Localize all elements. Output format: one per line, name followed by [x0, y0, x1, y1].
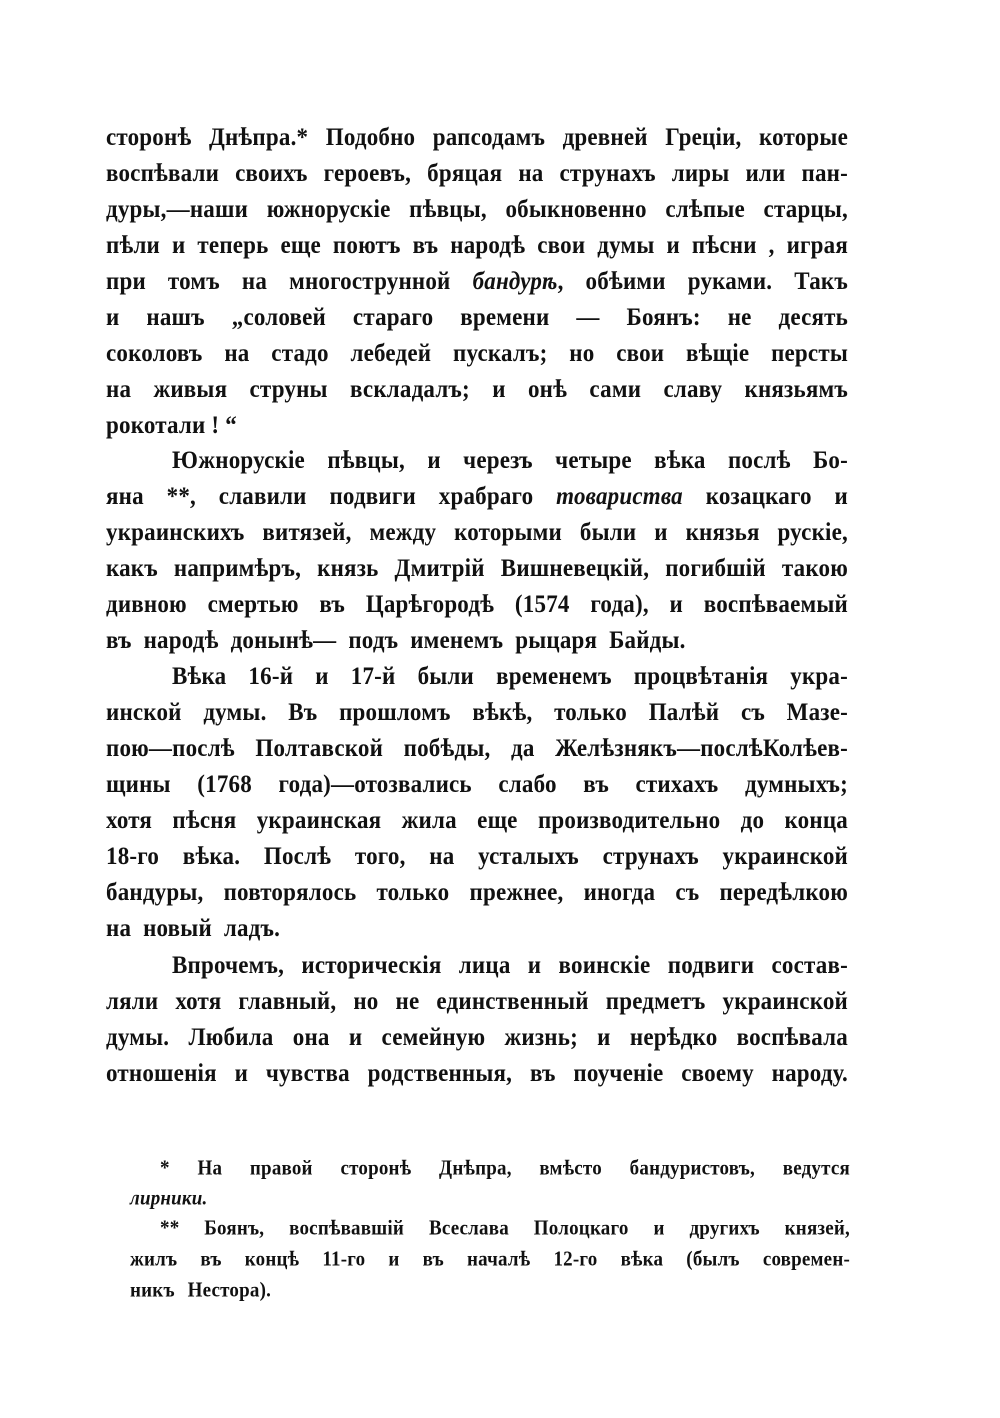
text-line: рокотали ! “ — [106, 410, 237, 439]
text-line: воспѣвали своихъ героевъ, бряцая на струнахъ лиры или пан- — [106, 158, 848, 187]
text-line: и нашъ „соловей стараго времени — Боянъ: не десять — [106, 302, 848, 331]
text-segment: яна **, славили подвиги храбраго — [106, 481, 534, 510]
text-line: сторонѣ Днѣпра.* Подобно рапсодамъ древней Греціи, которые — [106, 122, 848, 151]
footnote-line: жилъ въ концѣ 11-го и въ началѣ 12-го вѣка (былъ современ- — [130, 1247, 850, 1272]
footnote-line: никъ Нестора). — [130, 1278, 272, 1303]
text-line: Южнорускіе пѣвцы, и черезъ четыре вѣка послѣ Бо- — [172, 445, 848, 474]
text-line: соколовъ на стадо лебедей пускалъ; но свои вѣщіе персты — [106, 338, 848, 367]
text-line — [106, 262, 848, 300]
italic-word: товариства — [556, 481, 683, 510]
text-line: думы. Любила она и семейную жизнь; и нерѣдко воспѣвала — [106, 1022, 848, 1051]
text-segment: , обѣими руками. Такъ — [557, 266, 848, 295]
footnote-line: * На правой сторонѣ Днѣпра, вмѣсто бандуристовъ, ведутся — [160, 1156, 850, 1181]
text-line: бандуры, повторялось только прежнее, иногда съ передѣлкою — [106, 877, 848, 906]
text-line: пою—послѣ Полтавской побѣды, да Желѣзнякъ—послѣКолѣев- — [106, 733, 848, 762]
text-line: украинскихъ витязей, между которыми были и князья рускіе, — [106, 517, 848, 546]
text-line: какъ напримѣръ, князь Дмитрій Вишневецкій, погибшій такою — [106, 553, 848, 582]
text-line: отношенія и чувства родственныя, въ поученіе своему народу. — [106, 1058, 848, 1087]
text-line — [106, 477, 848, 515]
text-line: дивною смертью въ Царѣгородѣ (1574 года), и воспѣваемый — [106, 589, 848, 618]
text-line: пѣли и теперь еще поютъ въ народѣ свои думы и пѣсни , играя — [106, 230, 848, 259]
italic-word: бандурѣ — [472, 266, 558, 295]
text-line: инской думы. Въ прошломъ вѣкѣ, только Палѣй съ Мазе- — [106, 697, 848, 726]
text-line: Впрочемъ, историческія лица и воинскіе подвиги состав- — [172, 950, 848, 979]
text-segment: при томъ на многострунной — [106, 266, 451, 295]
text-line: ляли хотя главный, но не единственный предметъ украинской — [106, 986, 848, 1015]
text-line: 18-го вѣка. Послѣ того, на усталыхъ струнахъ украинской — [106, 841, 848, 870]
footnote-line: ** Боянъ, воспѣвавшій Всеслава Полоцкаго и другихъ князей, — [160, 1216, 850, 1241]
text-line: на живыя струны вскладалъ; и онѣ сами славу князьямъ — [106, 374, 848, 403]
text-line: въ народѣ донынѣ— подъ именемъ рыцаря Байды. — [106, 625, 686, 654]
text-line: дуры,—наши южнорускіе пѣвцы, обыкновенно слѣпые старцы, — [106, 194, 848, 223]
text-segment: козацкаго и — [705, 481, 848, 510]
text-line: щины (1768 года)—отозвались слабо въ стихахъ думныхъ; — [106, 769, 848, 798]
text-line: на новый ладъ. — [106, 913, 281, 942]
text-line: Вѣка 16-й и 17-й были временемъ процвѣтанія укра- — [172, 661, 848, 690]
text-line: хотя пѣсня украинская жила еще производительно до конца — [106, 805, 848, 834]
italic-word: лирники. — [130, 1186, 208, 1211]
